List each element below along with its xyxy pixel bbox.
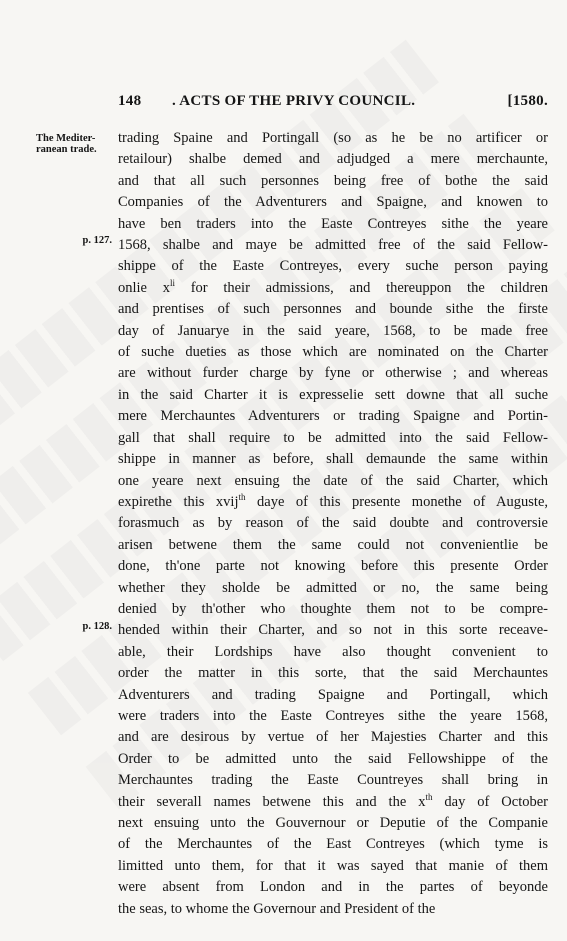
text-line: and prentises of such personnes and bounde sithe the firste	[118, 301, 548, 318]
text-line: the seas, to whome the Governour and President of the	[118, 900, 436, 917]
side-title-line-1: The Mediter-	[36, 133, 96, 144]
text-line: Companies of the Adventurers and Spaigne, and knowen to	[118, 194, 548, 211]
text-line: were traders into the Easte Contreyes sithe the yeare 1568,	[118, 707, 548, 724]
text-line: order the matter in this sorte, that the said Merchauntes	[118, 665, 548, 682]
text-line: onlie $x^{li}$ for their admissions, and thereuppon the children	[118, 277, 548, 296]
text-line: trading Spaine and Portingall (so as he be no artificer or	[118, 130, 548, 146]
text-line: in the said Charter it is expresselie sett downe that all suche	[118, 386, 548, 403]
text-line: next ensuing unto the Gouvernour or Deputie of the Companie	[118, 815, 548, 831]
text-line: have ben traders into the Easte Contreyes sithe the yeare	[118, 215, 548, 232]
text-line: denied by th'other who thoughte them not to be compre-	[118, 600, 548, 617]
side-title	[36, 133, 110, 155]
text-line: are without furder charge by fyne or otherwise ; and whereas	[118, 365, 548, 382]
text-line: of the Merchauntes of the East Contreyes (which tyme is	[118, 836, 548, 853]
text-line: hended within their Charter, and so not in this sorte receave-	[118, 622, 548, 639]
text-line: day of Januarye in the said yeare, 1568, to be made free	[118, 322, 548, 339]
body-text	[118, 128, 548, 920]
text-line: forasmuch as by reason of the said doubte and controversie	[118, 515, 548, 532]
text-line: Order to be admitted unto the said Fellowshippe of the	[118, 750, 548, 767]
text-line: and are desirous by vertue of her Majesties Charter and this	[118, 729, 548, 746]
text-line: Adventurers and trading Spaigne and Portingall, which	[118, 686, 548, 703]
text-line: Merchauntes trading the Easte Countreyes shall bring in	[118, 772, 548, 789]
running-year: [1580.	[507, 93, 548, 109]
side-title-line-2: ranean trade.	[36, 144, 97, 155]
text-line: of suche dueties as those which are nominated on the Charter	[118, 344, 548, 361]
text-line: arisen betwene them the same could not convenientlie be	[118, 536, 548, 553]
text-line: their severall names betwene this and the $x^{th}$ day of October	[118, 791, 549, 810]
text-line: were absent from London and in the partes of beyonde	[118, 879, 548, 896]
page-ref-127: p. 127.	[82, 235, 112, 246]
running-header	[118, 93, 548, 110]
text-line: limitted unto them, for that it was sayed that manie of them	[118, 857, 548, 874]
text-line: retailour) shalbe demed and adjudged a mere merchaunte,	[118, 151, 548, 168]
text-line: 1568, shalbe and maye be admitted free of the said Fellow-	[118, 237, 548, 254]
running-title: . ACTS OF THE PRIVY COUNCIL.	[172, 93, 416, 109]
text-line: gall that shall require to be admitted into the said Fellow-	[118, 429, 548, 446]
page-ref-128: p. 128.	[82, 621, 112, 632]
text-line: mere Merchauntes Adventurers or trading Spaigne and Portin-	[118, 408, 548, 425]
text-line: able, their Lordships have also thought convenient to	[118, 643, 548, 660]
text-line: shippe in manner as before, shall demaunde the same within	[118, 451, 548, 468]
text-line: whether they sholde be admitted or no, the same being	[118, 579, 548, 596]
text-line: one yeare next ensuing the date of the said Charter, which	[118, 472, 548, 489]
text-line: and that all such personnes being free of bothe the said	[118, 172, 548, 189]
text-line: shippe of the Easte Contreyes, every suche person paying	[118, 258, 548, 275]
page-number: 148	[118, 93, 142, 109]
text-line: expirethe this xvij$^{th}$ daye of this presente monethe of Auguste,	[118, 491, 549, 510]
text-line: done, th'one parte not knowing before this presente Order	[118, 558, 548, 575]
